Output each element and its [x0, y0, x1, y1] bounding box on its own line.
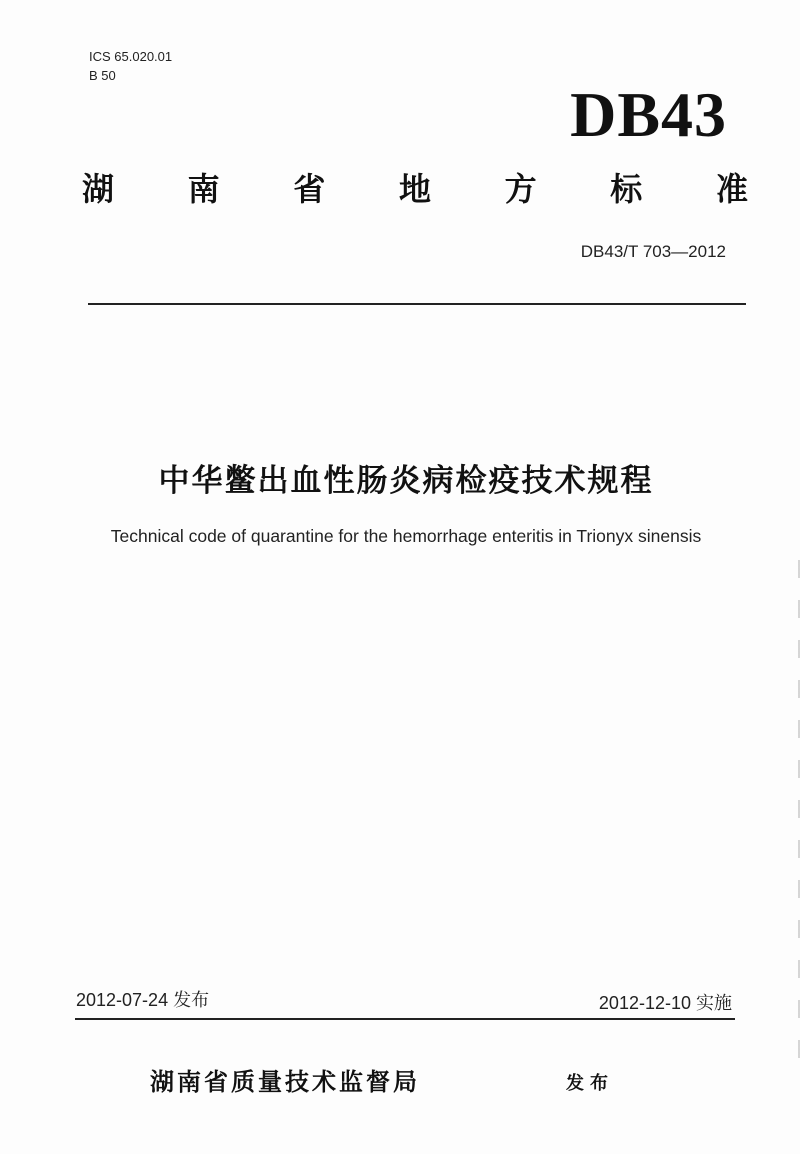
standard-type [82, 164, 748, 210]
title-chinese: 中华鳖出血性肠炎病检疫技术规程 [158, 463, 654, 499]
issuing-authority: 湖南省质量技术监督局 [150, 1068, 420, 1096]
standard-type-char: 方 [504, 170, 537, 208]
title-english: Technical code of quarantine for the hemorrhage enteritis in Trionyx sinensis [110, 526, 702, 546]
implementation-date: 2012-12-10 实施 [598, 993, 732, 1013]
standard-type-char: 地 [398, 170, 431, 208]
standard-type-char: 省 [293, 170, 326, 208]
footer-divider [75, 1018, 735, 1020]
standard-type-char: 湖 [82, 170, 115, 208]
standard-number: DB43/T 703—2012 [580, 242, 726, 261]
ics-code: ICS 65.020.01 [89, 49, 173, 64]
issuer-action: 发布 [566, 1073, 614, 1094]
standard-type-char: 南 [187, 170, 220, 208]
classification-codes [89, 47, 172, 85]
issue-date: 2012-07-24 发布 [76, 990, 210, 1010]
standard-code: DB43 [570, 79, 727, 150]
ccs-code: B 50 [89, 68, 116, 83]
standard-type-char: 标 [610, 170, 643, 208]
standard-type-char: 准 [715, 170, 748, 208]
header-divider [88, 303, 746, 305]
